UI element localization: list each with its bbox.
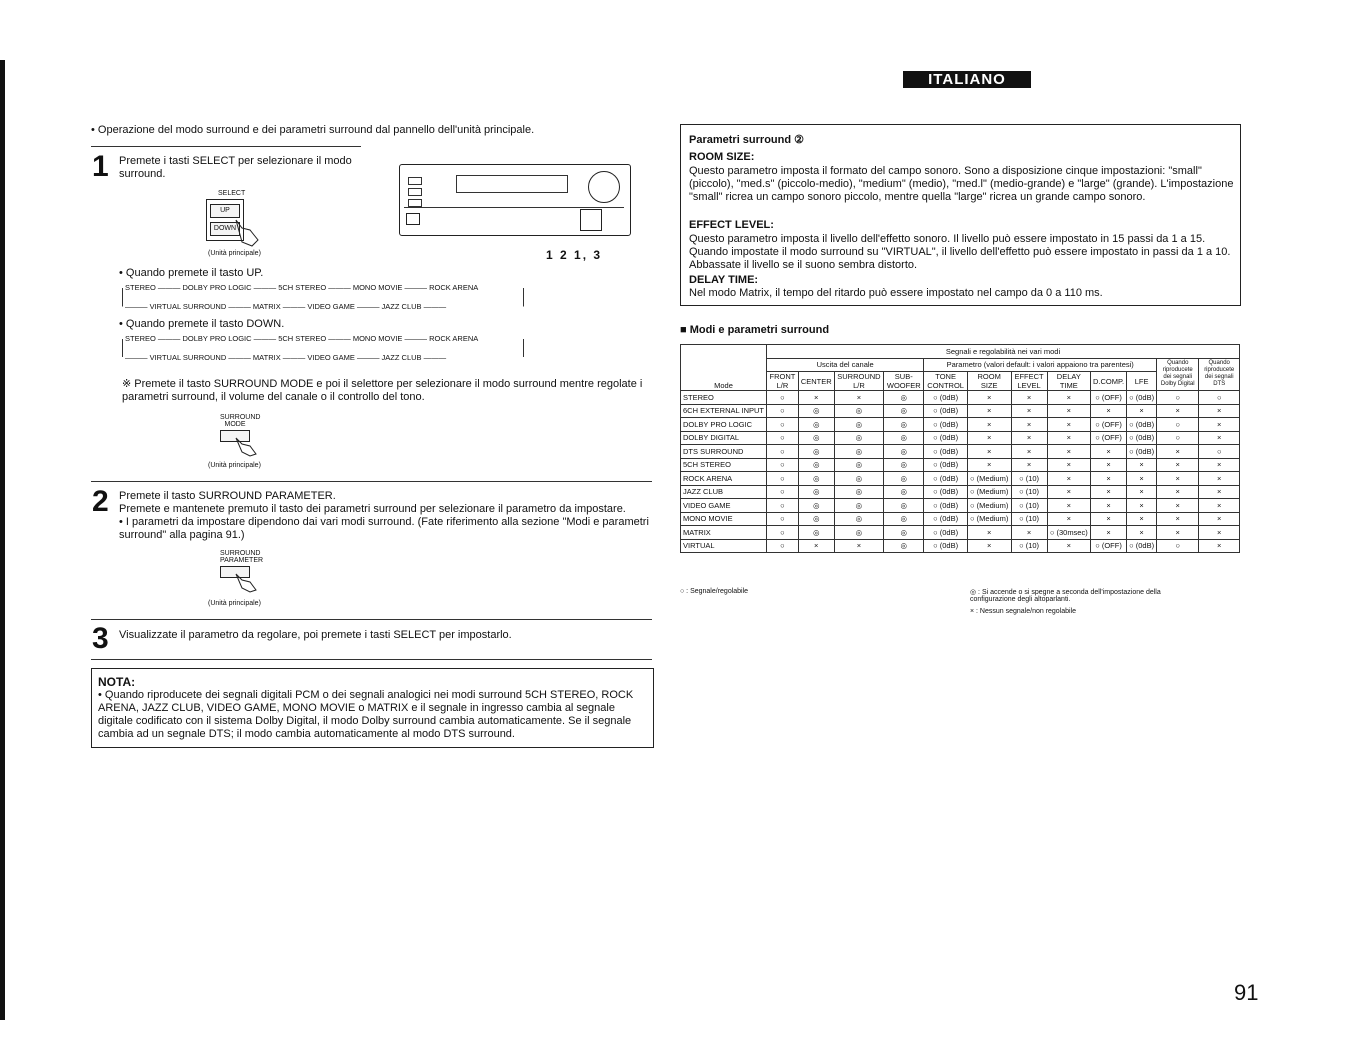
table-row [681, 431, 1240, 445]
table-cell: ◎ [834, 472, 883, 486]
up-button[interactable]: UP [210, 204, 240, 218]
table-cell: × [834, 391, 883, 405]
table-cell: × [1047, 512, 1090, 526]
table-cell: × [1199, 512, 1240, 526]
table-cell: ○ (OFF) [1090, 418, 1126, 432]
col-center: CENTER [798, 372, 834, 391]
effect-level-text: Questo parametro imposta il livello dell'effetto sonoro. Il livello può essere impostato in 15 passi da 1 a 15. Quando impostate il modo surround su "VIRTUAL", il livello dell'effetto può essere impostato in passi da 1 a 10. Abbassate il livello se il suono sembra distorto. [689, 233, 1231, 271]
divider [91, 619, 652, 620]
mode-name-cell: JAZZ CLUB [681, 485, 767, 499]
mode-name-cell: ROCK ARENA [681, 472, 767, 486]
legend-circle: ○ : Segnale/regolabile [680, 588, 749, 595]
table-cell: ○ [1199, 445, 1240, 459]
table-cell: × [967, 445, 1011, 459]
table-cell: ◎ [834, 512, 883, 526]
table-cell: × [1090, 472, 1126, 486]
col-room-size: ROOM SIZE [967, 372, 1011, 391]
col-tone-control: TONE CONTROL [924, 372, 968, 391]
table-cell: ○ (0dB) [1127, 418, 1157, 432]
step-2-text-3: • I parametri da impostare dipendono dai vari modi surround. (Fate riferimento alla sezione "Modi e parametri surround" alla pagina 91.) [119, 516, 649, 541]
table-cell: ○ (0dB) [924, 512, 968, 526]
mode-name-cell: 6CH EXTERNAL INPUT [681, 404, 767, 418]
col-effect-level: EFFECT LEVEL [1011, 372, 1047, 391]
table-cell: × [1199, 431, 1240, 445]
select-buttons-panel[interactable] [580, 209, 602, 231]
table-cell: × [1047, 458, 1090, 472]
dts-only-header: Quando riproducete dei segnali DTS [1199, 358, 1240, 391]
table-cell: ○ [1157, 418, 1199, 432]
table-cell: ○ (0dB) [1127, 391, 1157, 405]
table-cell: ○ (OFF) [1090, 539, 1126, 553]
dolby-only-header: Quando riproducete dei segnali Dolby Digital [1157, 358, 1199, 391]
table-cell: ○ (0dB) [924, 418, 968, 432]
table-cell: ○ [767, 404, 799, 418]
down-chain-bottom: ——— VIRTUAL SURROUND ——— MATRIX ——— VIDEO GAME ——— JAZZ CLUB ——— [125, 353, 447, 362]
table-cell: ◎ [884, 391, 924, 405]
table-cell: × [1157, 499, 1199, 513]
table-cell: × [1090, 512, 1126, 526]
table-cell: × [967, 431, 1011, 445]
table-cell: × [1047, 485, 1090, 499]
down-heading: • Quando premete il tasto DOWN. [119, 318, 285, 330]
table-cell: × [1011, 431, 1047, 445]
table-cell: ○ (0dB) [924, 431, 968, 445]
mode-name-cell: MATRIX [681, 526, 767, 540]
legend-cross: × : Nessun segnale/non regolabile [970, 608, 1077, 615]
step-2-number: 2 [92, 485, 109, 518]
table-cell: ○ [767, 499, 799, 513]
table-cell: × [1199, 472, 1240, 486]
page-number: 91 [1234, 980, 1259, 1005]
col-front: FRONT L/R [767, 372, 799, 391]
table-cell: × [798, 391, 834, 405]
binding-edge [0, 60, 5, 1020]
divider [91, 659, 652, 660]
table-cell: ○ [767, 418, 799, 432]
table-cell: × [1090, 458, 1126, 472]
select-label: SELECT [218, 190, 246, 197]
table-row [681, 485, 1240, 499]
table-cell: ○ (OFF) [1090, 431, 1126, 445]
room-size-title: ROOM SIZE: [689, 151, 755, 163]
table-cell: × [1127, 485, 1157, 499]
up-heading: • Quando premete il tasto UP. [119, 267, 264, 279]
step-1-text: Premete i tasti SELECT per selezionare il modo surround. [119, 155, 352, 180]
table-cell: ◎ [798, 512, 834, 526]
table-cell: × [1047, 472, 1090, 486]
table-cell: × [1011, 526, 1047, 540]
table-cell: × [1199, 404, 1240, 418]
modes-heading [680, 324, 829, 336]
table-cell: ◎ [884, 499, 924, 513]
square-bullet-icon: ■ [680, 324, 690, 336]
top-header: Segnali e regolabilità nei vari modi [767, 345, 1240, 359]
table-cell: × [1199, 418, 1240, 432]
nota-text: • Quando riproducete dei segnali digitali PCM o dei segnali analogici nei modi surround 5CH STEREO, ROCK ARENA, JAZZ CLUB, VIDEO GAME, MONO MOVIE o MATRIX e il segnale in ingresso cambia al segnale digitale codificato con il sistema Dolby Digital, il modo Dolby surround cambia automaticamente. Se il segnale cambia ad un segnale DTS; il modo cambia automaticamente al modo DTS surround. [98, 689, 634, 740]
table-cell: × [1011, 418, 1047, 432]
divider [91, 481, 652, 482]
table-cell: × [1047, 431, 1090, 445]
table-cell: ○ (0dB) [924, 539, 968, 553]
table-row [681, 391, 1240, 405]
table-cell: × [1127, 512, 1157, 526]
nota-title: NOTA: [98, 675, 136, 689]
table-cell: ◎ [834, 485, 883, 499]
table-cell: ◎ [834, 418, 883, 432]
table-cell: ○ (0dB) [924, 499, 968, 513]
table-cell: × [1011, 404, 1047, 418]
divider [91, 146, 361, 147]
table-cell: ◎ [884, 539, 924, 553]
table-row [681, 539, 1240, 553]
modes-table-body [681, 391, 1240, 553]
table-row [681, 499, 1240, 513]
hand-pointer-icon [234, 572, 264, 594]
modes-heading-text: Modi e parametri surround [689, 324, 830, 336]
table-cell: ○ (10) [1011, 512, 1047, 526]
surround-mode-label: SURROUND MODE [220, 414, 261, 428]
table-row [681, 512, 1240, 526]
parameters-title: Parametri surround ② [689, 134, 805, 146]
table-cell: ○ (10) [1011, 472, 1047, 486]
table-cell: ◎ [834, 445, 883, 459]
table-cell: × [798, 539, 834, 553]
display-window [456, 175, 568, 193]
table-cell: ○ [767, 472, 799, 486]
table-cell: ◎ [798, 499, 834, 513]
delay-time-text: Nel modo Matrix, il tempo del ritardo può essere impostato nel campo da 0 a 110 ms. [689, 287, 1103, 299]
table-cell: ◎ [834, 431, 883, 445]
table-cell: ○ (0dB) [1127, 539, 1157, 553]
table-cell: ◎ [884, 418, 924, 432]
table-cell: × [1157, 512, 1199, 526]
table-cell: ○ [1157, 391, 1199, 405]
table-cell: ○ [767, 445, 799, 459]
col-delay-time: DELAY TIME [1047, 372, 1090, 391]
table-cell: ◎ [798, 404, 834, 418]
table-cell: ○ [767, 431, 799, 445]
caption-main-unit-3: (Unità principale) [208, 600, 261, 607]
table-cell: × [1157, 485, 1199, 499]
table-cell: ◎ [798, 472, 834, 486]
table-cell: ◎ [884, 404, 924, 418]
table-cell: ○ (Medium) [967, 472, 1011, 486]
table-cell: × [1157, 404, 1199, 418]
table-cell: ◎ [884, 458, 924, 472]
table-cell: × [1157, 472, 1199, 486]
table-cell: × [967, 391, 1011, 405]
table-cell: ○ (0dB) [924, 458, 968, 472]
table-cell: × [1127, 472, 1157, 486]
down-chain-top: STEREO ——— DOLBY PRO LOGIC ——— 5CH STEREO ——— MONO MOVIE ——— ROCK ARENA [125, 334, 479, 343]
table-row [681, 404, 1240, 418]
table-cell: × [1011, 458, 1047, 472]
table-cell: × [1199, 539, 1240, 553]
table-cell: × [1127, 404, 1157, 418]
table-cell: ○ [767, 512, 799, 526]
intro-text: • Operazione del modo surround e dei parametri surround dal pannello dell'unità principale. [91, 124, 535, 136]
table-cell: × [1047, 499, 1090, 513]
table-row [681, 418, 1240, 432]
table-cell: ○ (0dB) [924, 485, 968, 499]
table-cell: ○ [1157, 539, 1199, 553]
mode-name-cell: DOLBY DIGITAL [681, 431, 767, 445]
table-cell: ○ [767, 539, 799, 553]
up-chain-top: STEREO ——— DOLBY PRO LOGIC ——— 5CH STEREO ——— MONO MOVIE ——— ROCK ARENA [125, 283, 479, 292]
table-row [681, 458, 1240, 472]
table-cell: ○ (Medium) [967, 499, 1011, 513]
mode-name-cell: VIRTUAL [681, 539, 767, 553]
table-cell: ◎ [798, 458, 834, 472]
table-cell: ○ (10) [1011, 539, 1047, 553]
table-cell: ◎ [884, 472, 924, 486]
surround-parameter-label: SURROUND PARAMETER [220, 550, 264, 564]
table-cell: × [1047, 539, 1090, 553]
table-cell: × [1199, 526, 1240, 540]
table-cell: × [967, 526, 1011, 540]
col-surround: SURROUND L/R [834, 372, 883, 391]
table-cell: × [1199, 485, 1240, 499]
step-2-text-1: Premete il tasto SURROUND PARAMETER. [119, 490, 336, 502]
power-button[interactable] [406, 213, 420, 225]
step-3-text: Visualizzate il parametro da regolare, poi premete i tasti SELECT per impostarlo. [119, 629, 512, 641]
table-cell: × [1127, 526, 1157, 540]
table-cell: × [1127, 458, 1157, 472]
table-cell: ◎ [798, 485, 834, 499]
table-cell: ◎ [798, 526, 834, 540]
table-cell: ○ (0dB) [924, 404, 968, 418]
col-subwoofer: SUB-WOOFER [884, 372, 924, 391]
table-cell: ◎ [884, 512, 924, 526]
channel-group-header: Uscita del canale [767, 358, 924, 372]
table-cell: × [1199, 499, 1240, 513]
step-3-number: 3 [92, 622, 109, 655]
hand-pointer-icon [232, 218, 272, 248]
param-group-header: Parametro (valori default: i valori appaiono tra parentesi) [924, 358, 1157, 372]
step-1-number: 1 [92, 150, 109, 183]
table-cell: ○ (10) [1011, 485, 1047, 499]
table-cell: × [1047, 445, 1090, 459]
down-button[interactable]: DOWN [210, 222, 240, 236]
table-cell: × [1157, 458, 1199, 472]
table-cell: ○ [767, 458, 799, 472]
mode-name-cell: DTS SURROUND [681, 445, 767, 459]
room-size-text: Questo parametro imposta il formato del campo sonoro. Sono a disposizione cinque impostazioni: "small" (piccolo), "med.s" (piccolo-medio), "medium" (medio), "med.l" (medio-grande) e "large" (grande). L'impostazione "small" ricrea un campo sonoro piccolo, mentre quella "large" ricrea un grande campo sonoro. [689, 165, 1234, 203]
table-cell: ○ (0dB) [924, 526, 968, 540]
table-cell: ◎ [834, 458, 883, 472]
surround-mode-note: ※ Premete il tasto SURROUND MODE e poi il selettore per selezionare il modo surround mentre regolate i parametri surround, il volume del canale o il controllo del tono. [122, 378, 643, 403]
table-cell: ○ (0dB) [1127, 431, 1157, 445]
mode-name-cell: 5CH STEREO [681, 458, 767, 472]
callout-numbers: 1 2 1, 3 [546, 248, 603, 262]
parameters-box [680, 124, 1241, 306]
table-cell: × [1199, 458, 1240, 472]
table-cell: ○ (0dB) [924, 445, 968, 459]
table-cell: ◎ [834, 526, 883, 540]
table-cell: × [967, 539, 1011, 553]
hand-pointer-icon [234, 436, 264, 458]
table-cell: × [967, 458, 1011, 472]
legend-double-circle: ◎ : Si accende o si spegne a seconda dell'impostazione della configurazione degli altoparlanti. [970, 589, 1161, 603]
table-cell: × [1157, 526, 1199, 540]
table-cell: ◎ [884, 485, 924, 499]
effect-level-title: EFFECT LEVEL: [689, 219, 774, 231]
mode-name-cell: MONO MOVIE [681, 512, 767, 526]
table-cell: × [1127, 499, 1157, 513]
table-cell: × [1090, 485, 1126, 499]
mode-name-cell: STEREO [681, 391, 767, 405]
delay-time-title: DELAY TIME: [689, 274, 759, 286]
table-cell: ○ (0dB) [1127, 445, 1157, 459]
table-cell: ○ [767, 485, 799, 499]
table-cell: × [1157, 445, 1199, 459]
table-cell: × [967, 418, 1011, 432]
table-cell: ○ [767, 526, 799, 540]
table-cell: × [1011, 391, 1047, 405]
table-cell: ◎ [798, 431, 834, 445]
nota-box [91, 668, 654, 748]
up-chain-bottom: ——— VIRTUAL SURROUND ——— MATRIX ——— VIDEO GAME ——— JAZZ CLUB ——— [125, 302, 447, 311]
col-mode: Mode [681, 345, 767, 391]
table-cell: ◎ [834, 499, 883, 513]
table-cell: × [1090, 404, 1126, 418]
caption-main-unit: (Unità principale) [208, 250, 261, 257]
table-cell: ○ (0dB) [924, 391, 968, 405]
table-cell: × [1047, 391, 1090, 405]
table-cell: ◎ [884, 431, 924, 445]
table-cell: × [967, 404, 1011, 418]
volume-knob[interactable] [588, 171, 620, 203]
table-cell: ○ (0dB) [924, 472, 968, 486]
table-cell: × [834, 539, 883, 553]
up-chain-loop [122, 288, 524, 307]
table-cell: ○ (Medium) [967, 485, 1011, 499]
table-cell: ◎ [798, 418, 834, 432]
table-cell: ◎ [884, 526, 924, 540]
step-2-text-2: Premete e mantenete premuto il tasto dei parametri surround per selezionare il parametro da impostare. [119, 503, 626, 515]
mode-name-cell: DOLBY PRO LOGIC [681, 418, 767, 432]
table-cell: ○ [1199, 391, 1240, 405]
col-lfe: LFE [1127, 372, 1157, 391]
table-cell: ○ (30msec) [1047, 526, 1090, 540]
table-row [681, 445, 1240, 459]
table-row [681, 526, 1240, 540]
caption-main-unit-2: (Unità principale) [208, 462, 261, 469]
input-buttons [408, 177, 446, 209]
table-cell: ◎ [834, 404, 883, 418]
table-cell: ○ [1157, 431, 1199, 445]
mode-name-cell: VIDEO GAME [681, 499, 767, 513]
table-cell: × [1011, 445, 1047, 459]
table-cell: × [1090, 499, 1126, 513]
table-cell: ○ [767, 391, 799, 405]
table-cell: ○ (Medium) [967, 512, 1011, 526]
modes-table [680, 344, 1240, 553]
table-cell: ○ (OFF) [1090, 391, 1126, 405]
table-row [681, 472, 1240, 486]
col-dcomp: D.COMP. [1090, 372, 1126, 391]
table-cell: ◎ [798, 445, 834, 459]
table-cell: ◎ [884, 445, 924, 459]
table-cell: × [1090, 445, 1126, 459]
table-cell: ○ (10) [1011, 499, 1047, 513]
language-banner: ITALIANO [903, 71, 1031, 88]
table-cell: × [1047, 418, 1090, 432]
down-chain-loop [122, 339, 524, 357]
receiver-front-panel [399, 164, 631, 236]
table-cell: × [1047, 404, 1090, 418]
table-cell: × [1090, 526, 1126, 540]
